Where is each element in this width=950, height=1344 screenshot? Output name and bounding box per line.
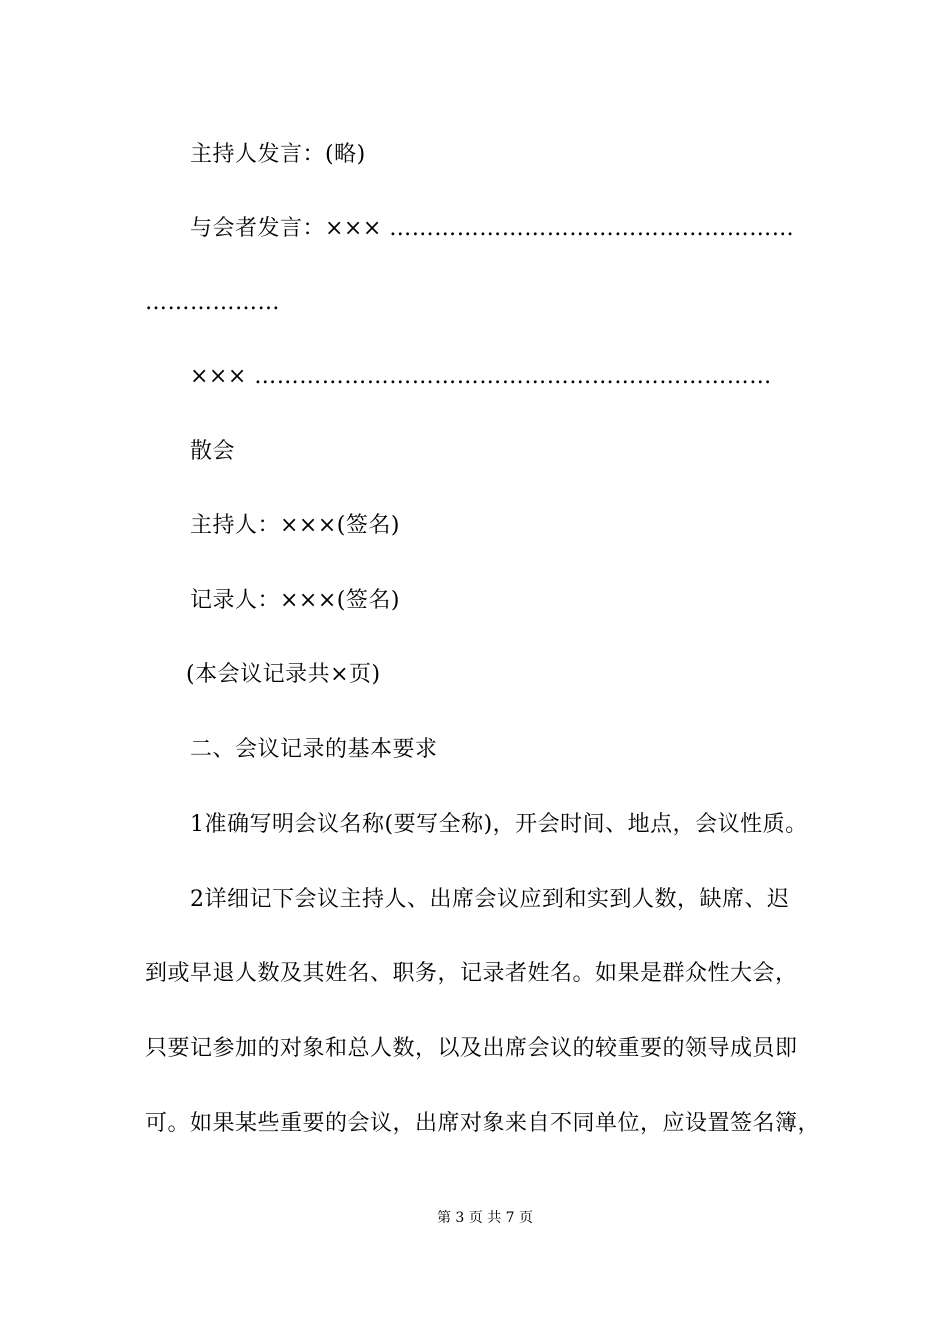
attendee-speech-continuation: ……………… — [145, 290, 280, 315]
page-footer: 第 3 页 共 7 页 — [436, 1210, 534, 1226]
page-count-note: (本会议记录共×页) — [186, 662, 381, 687]
host-signature-line: 主持人：×××(签名) — [190, 513, 400, 538]
attendee-speech-line-2: ××× …………………………………………………………… — [190, 364, 772, 389]
adjourn-line: 散会 — [190, 439, 236, 464]
requirement-2-line-2: 到或早退人数及其姓名、职务，记录者姓名。如果是群众性大会， — [145, 961, 798, 986]
requirement-2-line-3: 只要记参加的对象和总人数，以及出席会议的较重要的领导成员即 — [145, 1036, 798, 1061]
attendee-speech-line: 与会者发言：××× ……………………………………………… — [190, 216, 795, 241]
requirement-2-line-1: 2详细记下会议主持人、出席会议应到和实到人数，缺席、迟 — [190, 887, 790, 912]
section-heading: 二、会议记录的基本要求 — [190, 737, 438, 762]
host-speech-line: 主持人发言：(略) — [190, 142, 366, 167]
requirement-1: 1准确写明会议名称(要写全称)，开会时间、地点，会议性质。 — [190, 812, 808, 837]
recorder-signature-line: 记录人：×××(签名) — [190, 588, 400, 613]
requirement-2-line-4: 可。如果某些重要的会议，出席对象来自不同单位，应设置签名簿， — [145, 1111, 821, 1136]
